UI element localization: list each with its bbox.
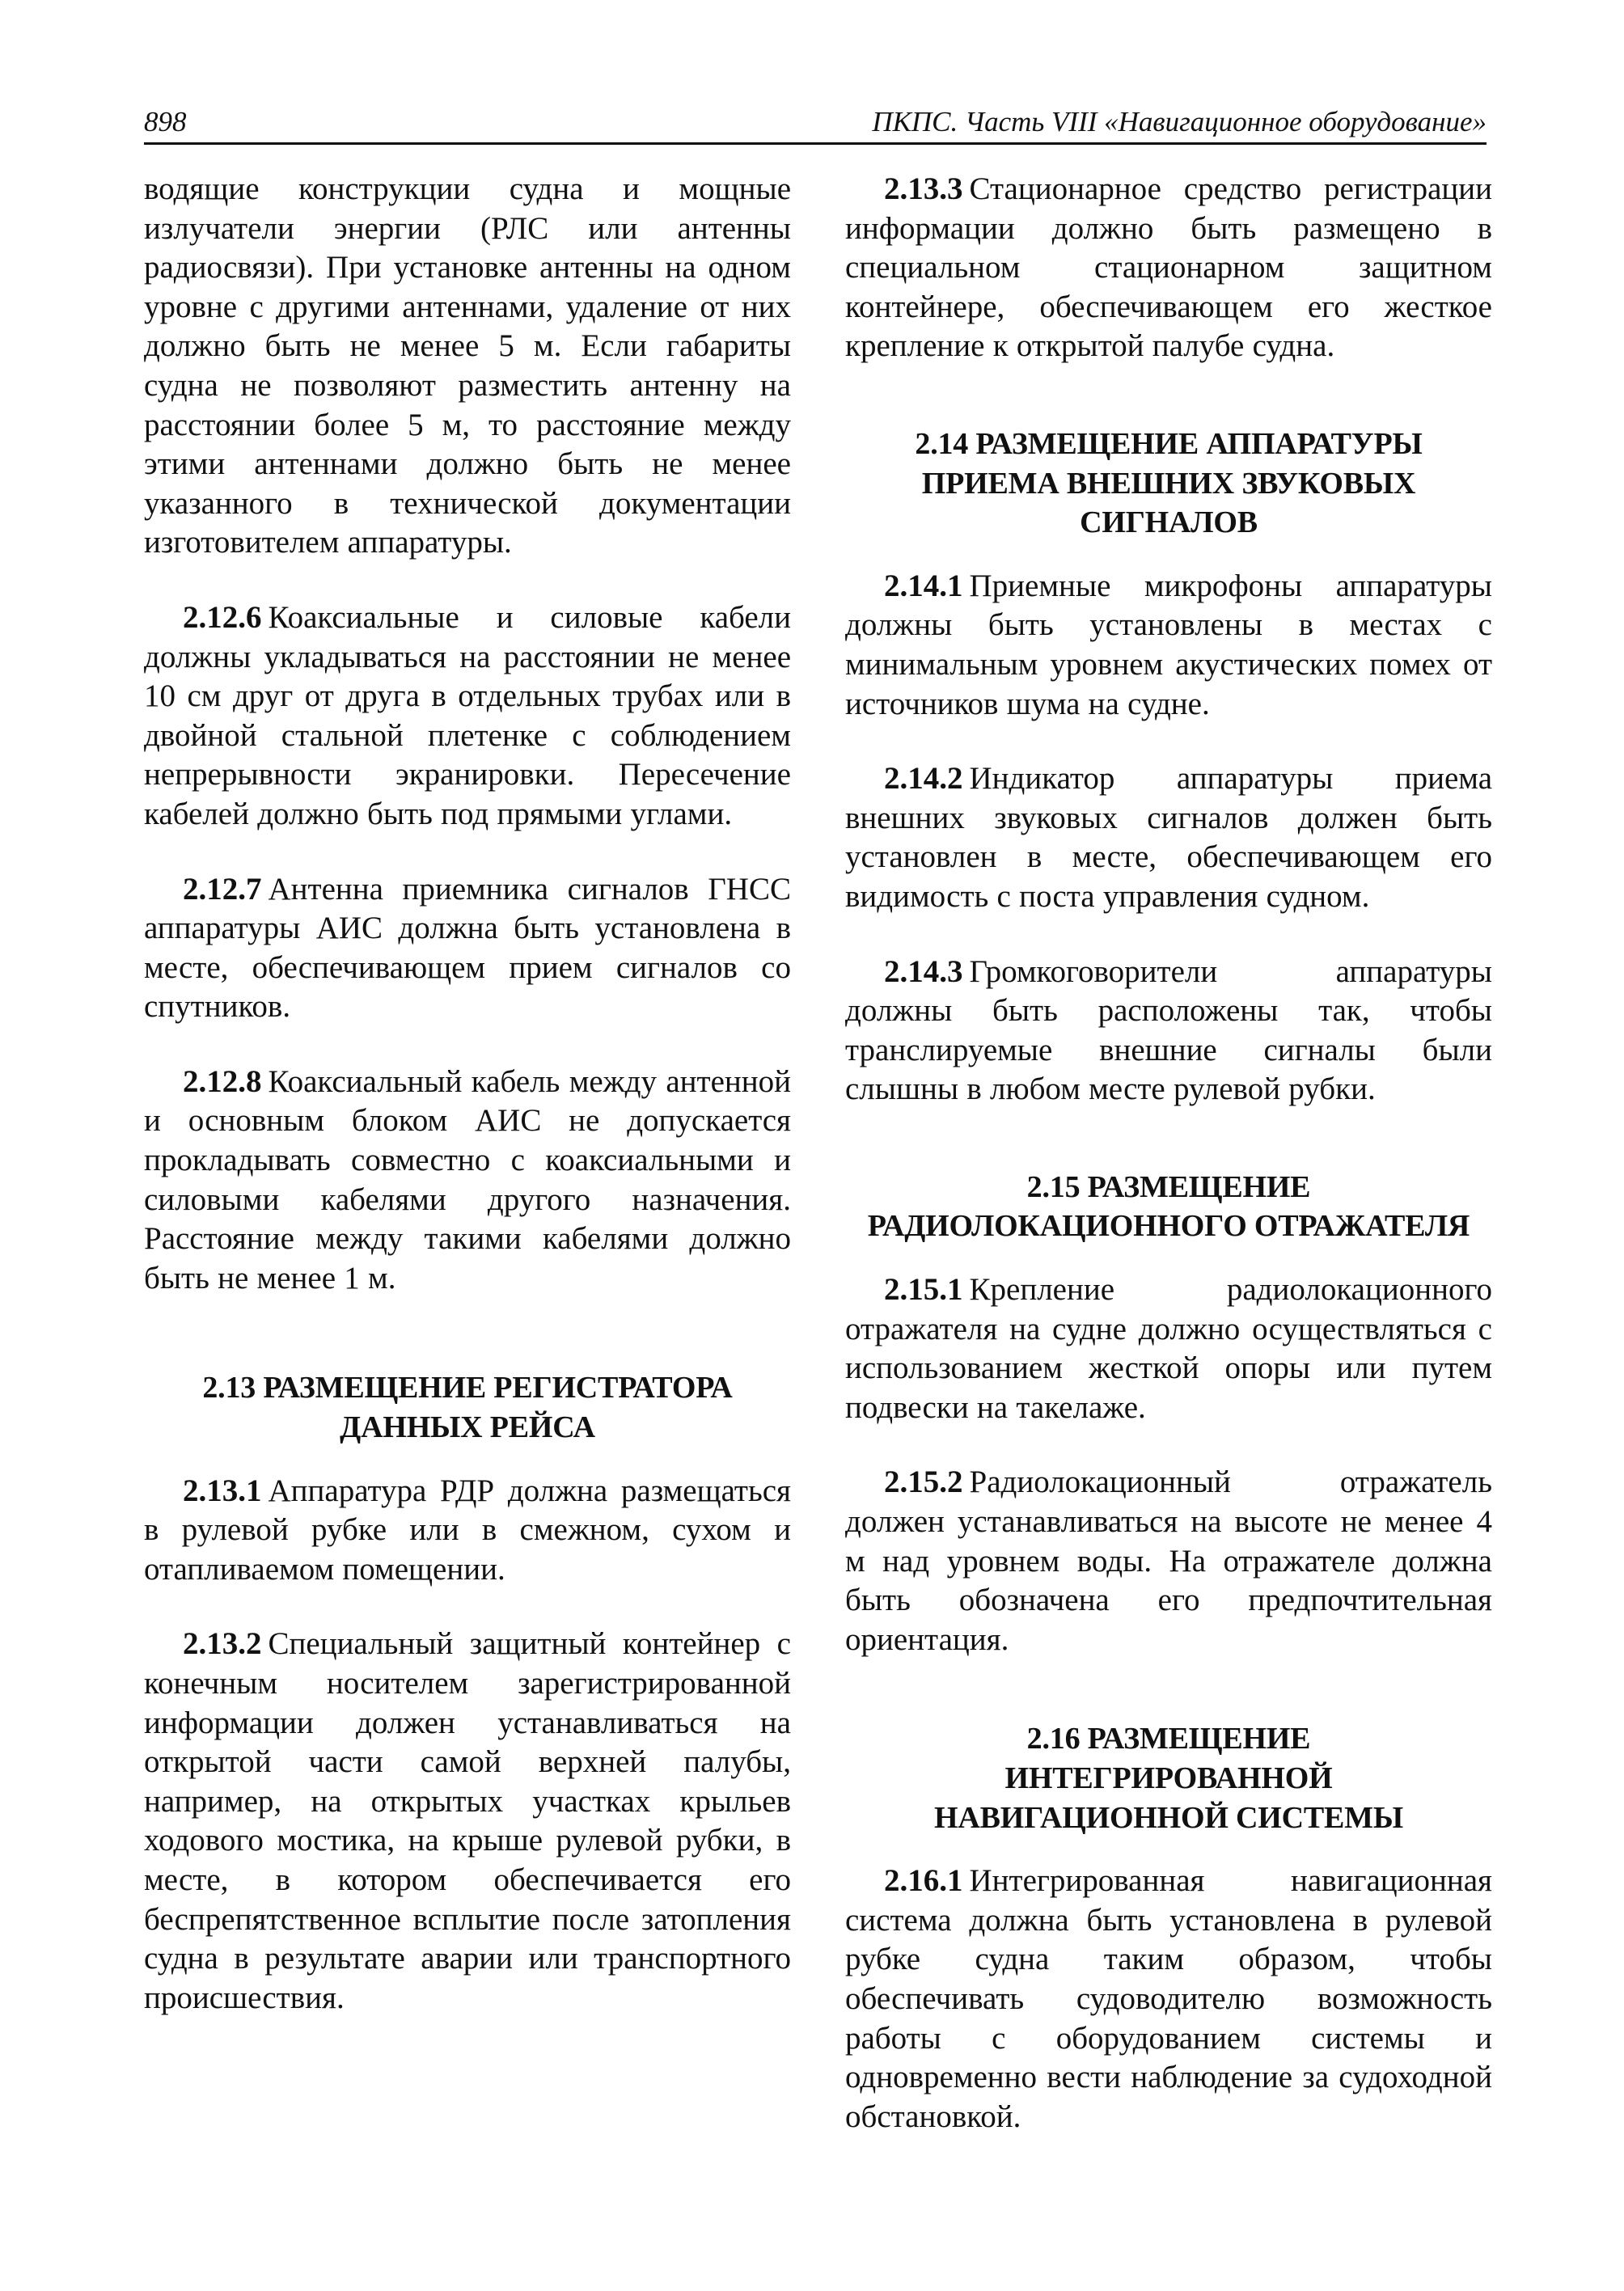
heading-line: РАДИОЛОКАЦИОННОГО ОТРАЖАТЕЛЯ	[867, 1209, 1470, 1244]
continuation-text: водящие конструкции судна и мощные излучатели энергии (РЛС или антенны радиосвязи). При установке антенны на одном уровне с другими антеннами, удаление от них должно быть не менее 5 м. Если габариты судна не позволяют разместить антенну на расстоянии более 5 м, то расстояние между этими антеннами должно быть не менее указанного в технической документации изготовителем аппаратуры.	[144, 171, 791, 560]
heading-line: 2.14 РАЗМЕЩЕНИЕ АППАРАТУРЫ	[915, 426, 1423, 461]
paragraph-text: Стационарное средство регистрации информации должно быть размещено в специальном стационарном защитном контейнере, обеспечивающем его жесткое крепление к открытой палубе судна.	[845, 171, 1492, 364]
paragraph-text: Интегрированная навигационная система должна быть установлена в рулевой рубке судна таким образом, чтобы обеспечивать судоводителю возможность работы с оборудованием системы и одновременно вести наблюдение за судоходной обстановкой.	[845, 1863, 1492, 2134]
paragraph-2-13-2	[144, 1625, 791, 2018]
running-title: ПКПС. Часть VIII «Навигационное оборудование»	[872, 106, 1487, 137]
paragraph-text: Аппаратура РДР должна размещаться в рулевой рубке или в смежном, сухом и отапливаемом помещении.	[144, 1473, 791, 1587]
paragraph-text: Приемные микрофоны аппаратуры должны быть установлены в местах с минимальным уровнем акустических помех от источников шума на судне.	[845, 568, 1492, 721]
heading-line: НАВИГАЦИОННОЙ СИСТЕМЫ	[934, 1800, 1403, 1835]
paragraph-2-13-3	[845, 170, 1492, 366]
heading-line: ПРИЕМА ВНЕШНИХ ЗВУКОВЫХ	[921, 466, 1416, 501]
paragraph-text: Индикатор аппаратуры приема внешних звуковых сигналов должен быть установлен в месте, обеспечивающем его видимость с поста управления судном.	[845, 761, 1492, 914]
paragraph-2-14-2	[845, 759, 1492, 916]
paragraph-text: Коаксиальные и силовые кабели должны укладываться на расстоянии не менее 10 см друг от друга в отдельных трубах или в двойной стальной плетенке с соблюдением непрерывности экранировки. Пересечение кабелей должно быть под прямыми углами.	[144, 599, 791, 831]
paragraph-2-13-1	[144, 1472, 791, 1590]
section-number: 2.14.2	[884, 761, 963, 797]
heading-line: СИГНАЛОВ	[1080, 505, 1258, 540]
heading-line: 2.16 РАЗМЕЩЕНИЕ	[1026, 1722, 1311, 1756]
paragraph-2-16-1	[845, 1862, 1492, 2137]
section-number: 2.15.1	[884, 1272, 963, 1308]
heading-line: 2.15 РАЗМЕЩЕНИЕ	[1026, 1169, 1311, 1204]
left-column	[144, 170, 791, 2053]
paragraph-text: Громкоговорители аппаратуры должны быть расположены так, чтобы транслируемые внешние сигналы были слышны в любом месте рулевой рубки.	[845, 953, 1492, 1107]
section-number: 2.12.6	[183, 599, 262, 635]
page-header	[144, 104, 1487, 145]
section-number: 2.12.7	[183, 871, 262, 907]
heading-line: ИНТЕГРИРОВАННОЙ	[1004, 1761, 1333, 1795]
section-number: 2.15.2	[884, 1465, 963, 1500]
paragraph-2-12-7	[144, 870, 791, 1027]
continuation-paragraph	[144, 170, 791, 563]
paragraph-text: Специальный защитный контейнер с конечным носителем зарегистрированной информации должен устанавливаться на открытой части самой верхней палубы, например, на открытых участках крыльев ходового мостика, на крыше рулевой рубки, в месте, в котором обеспечивается его беспрепятственное всплытие после затопления судна в результате аварии или транспортного происшествия.	[144, 1626, 791, 2015]
section-number: 2.14.1	[884, 568, 963, 603]
heading-2-13	[144, 1368, 791, 1447]
page-number: 898	[144, 106, 187, 137]
paragraph-2-12-8	[144, 1063, 791, 1299]
section-number: 2.12.8	[183, 1063, 262, 1099]
paragraph-2-12-6	[144, 598, 791, 835]
heading-2-14	[845, 425, 1492, 543]
paragraph-2-15-2	[845, 1463, 1492, 1659]
section-number: 2.13.3	[884, 171, 963, 206]
heading-line: ДАННЫХ РЕЙСА	[340, 1410, 595, 1445]
section-number: 2.13.2	[183, 1626, 262, 1662]
section-number: 2.16.1	[884, 1863, 963, 1899]
heading-line: 2.13 РАЗМЕЩЕНИЕ РЕГИСТРАТОРА	[202, 1371, 733, 1405]
section-number: 2.14.3	[884, 953, 963, 989]
right-column	[845, 170, 1492, 2172]
paragraph-text: Коаксиальный кабель между антенной и основным блоком АИС не допускается прокладывать совместно с коаксиальными и силовыми кабелями другого назначения. Расстояние между такими кабелями должно быть не менее 1 м.	[144, 1063, 791, 1296]
heading-2-15	[845, 1168, 1492, 1246]
paragraph-2-14-3	[845, 953, 1492, 1110]
paragraph-2-15-1	[845, 1270, 1492, 1427]
paragraph-2-14-1	[845, 567, 1492, 724]
paragraph-text: Радиолокационный отражатель должен устанавливаться на высоте не менее 4 м над уровнем воды. На отражателе должна быть обозначена его предпочтительная ориентация.	[845, 1465, 1492, 1657]
section-number: 2.13.1	[183, 1473, 262, 1508]
paragraph-text: Крепление радиолокационного отражателя на судне должно осуществляться с использованием жесткой опоры или путем подвески на такелаже.	[845, 1272, 1492, 1425]
heading-2-16	[845, 1719, 1492, 1837]
paragraph-text: Антенна приемника сигналов ГНСС аппаратуры АИС должна быть установлена в месте, обеспечивающем прием сигналов со спутников.	[144, 871, 791, 1025]
